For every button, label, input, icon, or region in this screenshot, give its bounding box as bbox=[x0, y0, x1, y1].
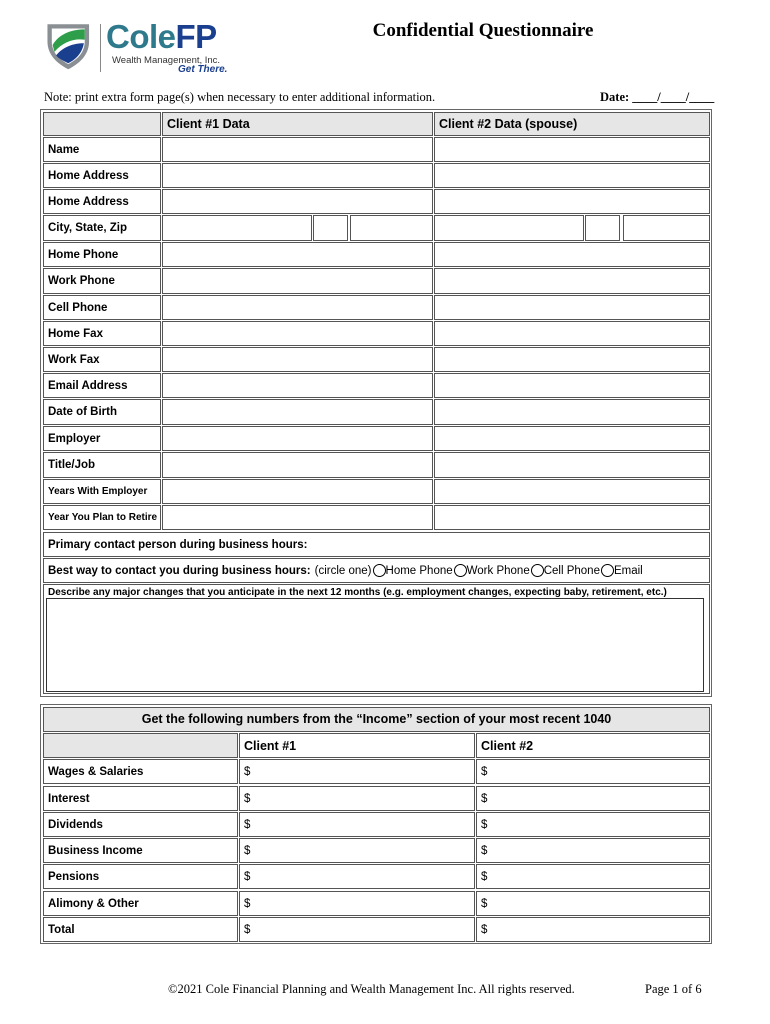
client1-input[interactable] bbox=[162, 452, 433, 478]
logo-subtitle: Wealth Management, Inc. bbox=[112, 55, 221, 66]
income-row-label: Pensions bbox=[43, 864, 238, 889]
contact-option-label: Email bbox=[613, 564, 643, 577]
client2-input[interactable] bbox=[434, 373, 710, 398]
client2-input[interactable] bbox=[434, 452, 710, 478]
contact-option-label: Home Phone bbox=[385, 564, 453, 577]
contact-option-label: Cell Phone bbox=[543, 564, 600, 577]
income-client1-input[interactable]: $ bbox=[239, 786, 475, 811]
client1-input[interactable] bbox=[162, 163, 433, 188]
client1-input[interactable] bbox=[162, 295, 433, 320]
row-label: Title/Job bbox=[43, 452, 161, 478]
client1-input[interactable] bbox=[162, 505, 433, 530]
client1-input[interactable] bbox=[162, 399, 433, 425]
row-label: Years With Employer bbox=[43, 479, 161, 504]
row-label: Employer bbox=[43, 426, 161, 451]
client1-zip-input[interactable] bbox=[350, 215, 433, 241]
describe-changes-textarea[interactable] bbox=[46, 598, 704, 692]
page-number: Page 1 of 6 bbox=[645, 982, 702, 996]
row-label: Work Fax bbox=[43, 347, 161, 372]
row-label: Cell Phone bbox=[43, 295, 161, 320]
income-client1-input[interactable]: $ bbox=[239, 838, 475, 863]
client1-input[interactable] bbox=[162, 479, 433, 504]
income-client2-input[interactable]: $ bbox=[476, 838, 710, 863]
client1-input[interactable] bbox=[162, 189, 433, 214]
client1-city-input[interactable] bbox=[162, 215, 312, 241]
table-corner-cell bbox=[43, 112, 161, 136]
client2-input[interactable] bbox=[434, 163, 710, 188]
primary-contact-field[interactable]: Primary contact person during business hours: bbox=[43, 532, 710, 557]
row-label: Home Address bbox=[43, 163, 161, 188]
client2-input[interactable] bbox=[434, 295, 710, 320]
client1-input[interactable] bbox=[162, 268, 433, 294]
row-label: Home Address bbox=[43, 189, 161, 214]
client1-input[interactable] bbox=[162, 426, 433, 451]
income-heading: Get the following numbers from the “Income” section of your most recent 1040 bbox=[43, 707, 710, 732]
income-row-label: Alimony & Other bbox=[43, 891, 238, 916]
logo-wordmark: ColeFP bbox=[106, 18, 217, 55]
contact-option-radio[interactable] bbox=[454, 564, 467, 577]
client1-state-input[interactable] bbox=[313, 215, 348, 241]
client2-input[interactable] bbox=[434, 242, 710, 267]
income-client1-input[interactable]: $ bbox=[239, 759, 475, 784]
row-label: Work Phone bbox=[43, 268, 161, 294]
income-client2-input[interactable]: $ bbox=[476, 786, 710, 811]
best-contact-row bbox=[43, 558, 710, 583]
income-row-label: Wages & Salaries bbox=[43, 759, 238, 784]
client1-input[interactable] bbox=[162, 321, 433, 346]
date-field[interactable]: Date: ____/____/____ bbox=[600, 90, 715, 104]
logo-divider bbox=[100, 24, 101, 72]
client2-input[interactable] bbox=[434, 399, 710, 425]
row-label: Home Phone bbox=[43, 242, 161, 267]
row-label: Name bbox=[43, 137, 161, 162]
income-client1-input[interactable]: $ bbox=[239, 864, 475, 889]
client2-city-input[interactable] bbox=[434, 215, 584, 241]
income-client2-input[interactable]: $ bbox=[476, 891, 710, 916]
client2-input[interactable] bbox=[434, 268, 710, 294]
client2-input[interactable] bbox=[434, 189, 710, 214]
describe-changes-label: Describe any major changes that you anticipate in the next 12 months (e.g. employment changes, expecting baby, retirement, etc.) bbox=[43, 584, 710, 694]
row-label: Email Address bbox=[43, 373, 161, 398]
client1-input[interactable] bbox=[162, 347, 433, 372]
income-row-label: Dividends bbox=[43, 812, 238, 837]
row-label: Year You Plan to Retire bbox=[43, 505, 161, 530]
circle-one-hint: (circle one) bbox=[314, 564, 372, 577]
income-row-label: Business Income bbox=[43, 838, 238, 863]
income-corner-cell bbox=[43, 733, 238, 758]
client1-input[interactable] bbox=[162, 373, 433, 398]
client2-input[interactable] bbox=[434, 426, 710, 451]
income-client2-input[interactable]: $ bbox=[476, 759, 710, 784]
contact-option-radio[interactable] bbox=[531, 564, 544, 577]
income-client1-input[interactable]: $ bbox=[239, 917, 475, 942]
income-client2-input[interactable]: $ bbox=[476, 812, 710, 837]
page-title: Confidential Questionnaire bbox=[372, 20, 594, 41]
client2-input[interactable] bbox=[434, 505, 710, 530]
row-label: Home Fax bbox=[43, 321, 161, 346]
income-client2-input[interactable]: $ bbox=[476, 864, 710, 889]
contact-option-label: Work Phone bbox=[466, 564, 530, 577]
best-contact-label: Best way to contact you during business hours: bbox=[48, 564, 311, 577]
client2-header: Client #2 Data (spouse) bbox=[434, 112, 710, 136]
client2-input[interactable] bbox=[434, 321, 710, 346]
form-note: Note: print extra form page(s) when necessary to enter additional information. bbox=[44, 90, 436, 104]
client2-input[interactable] bbox=[434, 479, 710, 504]
client2-input[interactable] bbox=[434, 137, 710, 162]
client1-header: Client #1 Data bbox=[162, 112, 433, 136]
income-client1-input[interactable]: $ bbox=[239, 891, 475, 916]
row-label: City, State, Zip bbox=[43, 215, 161, 241]
colefp-logo-shield-icon bbox=[44, 16, 96, 74]
income-client2-header: Client #2 bbox=[476, 733, 710, 758]
income-row-label: Interest bbox=[43, 786, 238, 811]
client2-zip-input[interactable] bbox=[623, 215, 710, 241]
income-client2-input[interactable]: $ bbox=[476, 917, 710, 942]
row-label: Date of Birth bbox=[43, 399, 161, 425]
client2-state-input[interactable] bbox=[585, 215, 620, 241]
contact-option-radio[interactable] bbox=[601, 564, 614, 577]
income-row-label: Total bbox=[43, 917, 238, 942]
client1-input[interactable] bbox=[162, 242, 433, 267]
copyright-text: ©2021 Cole Financial Planning and Wealth Management Inc. All rights reserved. bbox=[168, 982, 575, 996]
contact-option-radio[interactable] bbox=[373, 564, 386, 577]
logo-tagline: Get There. bbox=[178, 64, 228, 75]
income-client1-input[interactable]: $ bbox=[239, 812, 475, 837]
income-client1-header: Client #1 bbox=[239, 733, 475, 758]
client1-input[interactable] bbox=[162, 137, 433, 162]
client2-input[interactable] bbox=[434, 347, 710, 372]
